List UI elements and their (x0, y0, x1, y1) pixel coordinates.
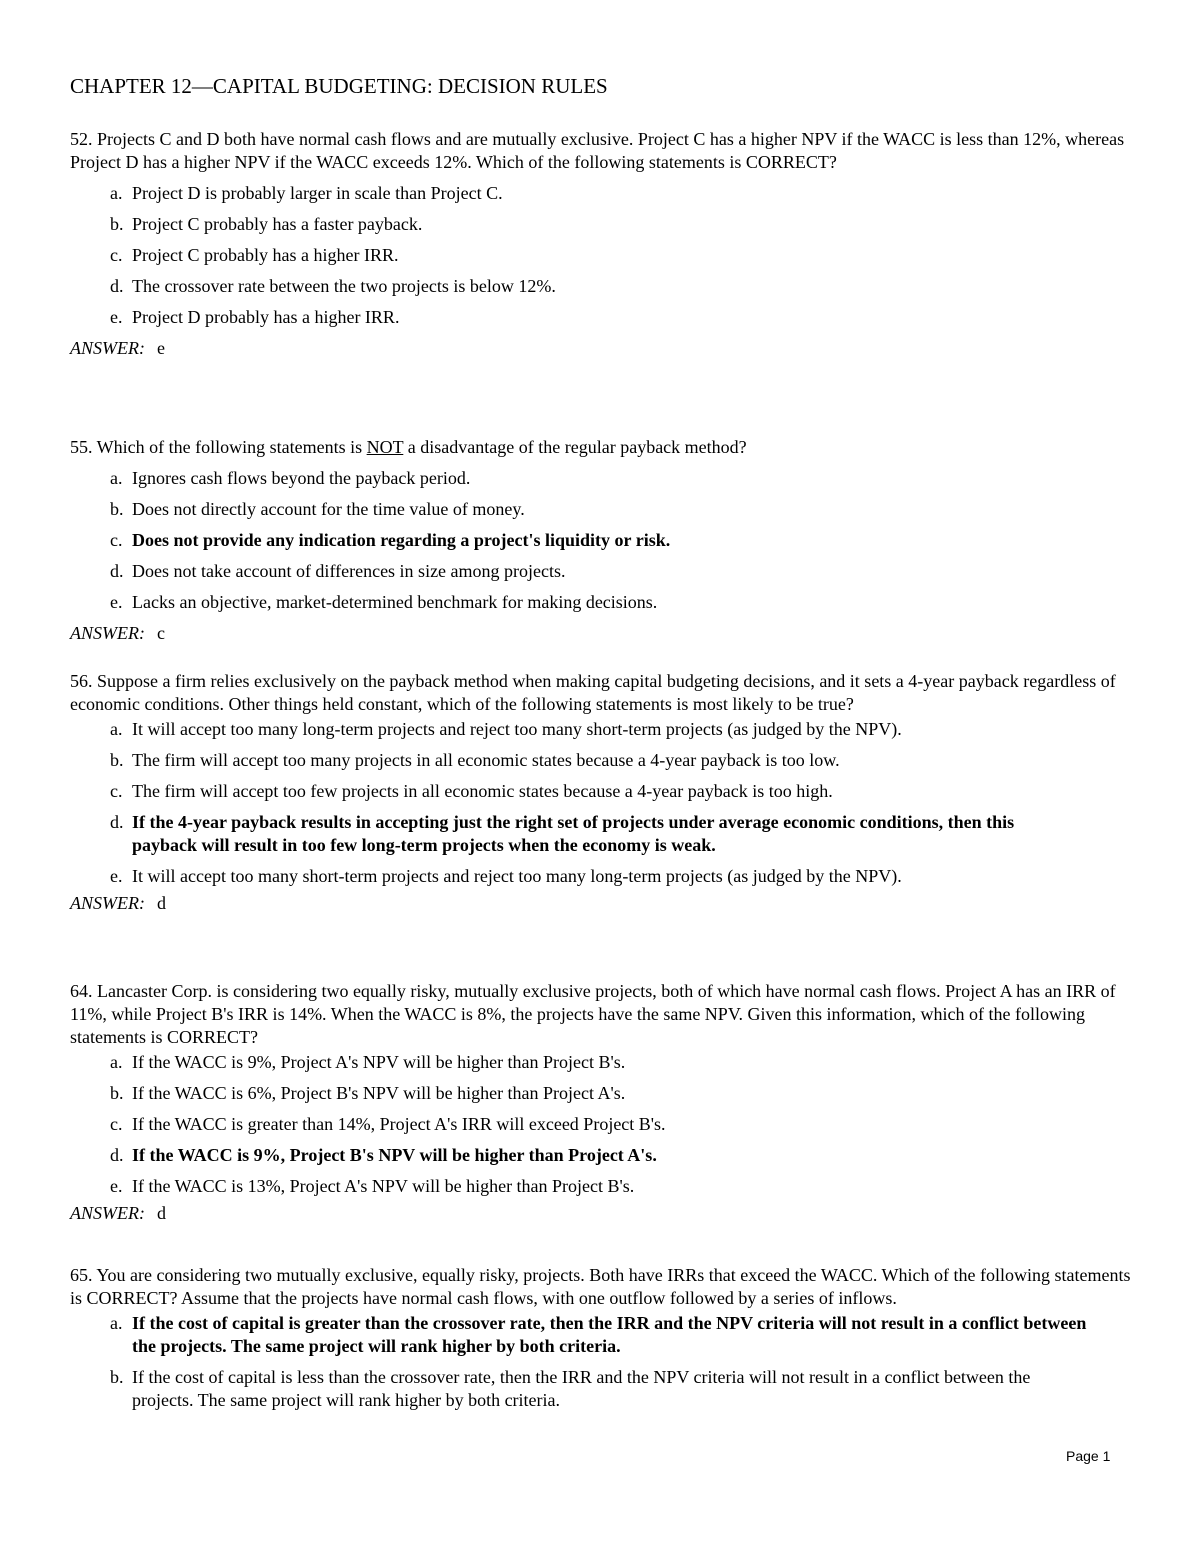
option-letter: b. (110, 499, 124, 519)
option-text: The firm will accept too many projects in all economic states because a 4-year payback is too low. (132, 750, 840, 770)
answer-value: d (156, 1203, 166, 1223)
option-e (70, 1175, 1135, 1198)
option-e (70, 306, 1135, 329)
question-stem: 65. You are considering two mutually exclusive, equally risky, projects. Both have IRRs that exceed the WACC. Which of the following statements is CORRECT? Assume that the projects have normal cash flows, with one outflow followed by a series of inflows. (70, 1265, 1131, 1308)
option-text: Does not take account of differences in size among projects. (132, 561, 566, 581)
option-text-correct: If the WACC is 9%, Project B's NPV will be higher than Project A's. (132, 1145, 657, 1165)
option-c (70, 529, 1135, 552)
option-a (70, 182, 1135, 205)
option-c (70, 244, 1135, 267)
option-text: If the WACC is 9%, Project A's NPV will be higher than Project B's. (132, 1052, 626, 1072)
option-c (70, 780, 1135, 803)
stem-text: a disadvantage of the regular payback method? (403, 437, 747, 457)
option-text: Project D is probably larger in scale than Project C. (132, 183, 503, 203)
question-stem (70, 436, 1135, 459)
option-a (70, 1051, 1135, 1074)
option-e (70, 591, 1135, 614)
answer-line (70, 622, 1135, 645)
question-64 (70, 980, 1135, 1225)
option-letter: b. (110, 1367, 124, 1387)
answer-label: ANSWER: (70, 893, 145, 913)
option-letter: a. (110, 1313, 123, 1333)
option-text: If the WACC is greater than 14%, Project A's IRR will exceed Project B's. (132, 1114, 666, 1134)
option-b (70, 749, 1135, 772)
question-65 (70, 1264, 1135, 1412)
option-c (70, 1113, 1135, 1136)
option-e (70, 865, 1135, 888)
option-text: Lacks an objective, market-determined benchmark for making decisions. (132, 592, 658, 612)
option-letter: d. (110, 276, 124, 296)
option-letter: e. (110, 1176, 123, 1196)
option-text: The crossover rate between the two projects is below 12%. (132, 276, 556, 296)
answer-label: ANSWER: (70, 623, 145, 643)
question-55 (70, 436, 1135, 645)
option-b (70, 213, 1135, 236)
option-letter: e. (110, 307, 123, 327)
answer-line (70, 1202, 1135, 1225)
option-d (70, 811, 1135, 857)
option-b (70, 1082, 1135, 1105)
option-text: Does not directly account for the time value of money. (132, 499, 525, 519)
option-text-correct: Does not provide any indication regarding a project's liquidity or risk. (132, 530, 671, 550)
option-text-correct: If the cost of capital is greater than the crossover rate, then the IRR and the NPV criteria will not result in a conflict between the projects. The same project will rank higher by both criteria. (132, 1313, 1087, 1356)
option-text: It will accept too many short-term projects and reject too many long-term projects (as judged by the NPV). (132, 866, 902, 886)
option-letter: c. (110, 530, 123, 550)
option-d (70, 560, 1135, 583)
option-letter: e. (110, 592, 123, 612)
stem-emphasis: NOT (366, 437, 404, 457)
answer-value: c (156, 623, 165, 643)
option-b (70, 1366, 1135, 1412)
option-letter: e. (110, 866, 123, 886)
answer-value: d (156, 893, 166, 913)
question-stem: 64. Lancaster Corp. is considering two equally risky, mutually exclusive projects, both of which have normal cash flows. Project A has an IRR of 11%, while Project B's IRR is 14%. When the WACC is 8%, the projects have the same NPV. Given this information, which of the following statements is CORRECT? (70, 981, 1116, 1047)
option-letter: c. (110, 781, 123, 801)
option-text: Ignores cash flows beyond the payback period. (132, 468, 471, 488)
option-a (70, 718, 1135, 741)
option-text: The firm will accept too few projects in all economic states because a 4-year payback is too high. (132, 781, 833, 801)
question-stem: 52. Projects C and D both have normal cash flows and are mutually exclusive. Project C has a higher NPV if the WACC is less than 12%, whereas Project D has a higher NPV if the WACC exceeds 12%. Which of the following statements is CORRECT? (70, 129, 1125, 172)
option-text: If the cost of capital is less than the crossover rate, then the IRR and the NPV criteria will not result in a conflict between the projects. The same project will rank higher by both criteria. (132, 1367, 1031, 1410)
option-letter: a. (110, 719, 123, 739)
option-a (70, 1312, 1135, 1358)
answer-label: ANSWER: (70, 338, 145, 358)
question-52 (70, 128, 1135, 360)
option-text: Project D probably has a higher IRR. (132, 307, 400, 327)
question-stem: 56. Suppose a firm relies exclusively on the payback method when making capital budgeting decisions, and it sets a 4-year payback regardless of economic conditions. Other things held constant, which of the following statements is most likely to be true? (70, 671, 1116, 714)
page-number: Page 1 (1066, 1448, 1111, 1464)
option-text: Project C probably has a higher IRR. (132, 245, 399, 265)
stem-text: 55. Which of the following statements is (70, 437, 367, 457)
chapter-title: CHAPTER 12—CAPITAL BUDGETING: DECISION RULES (70, 74, 608, 98)
option-letter: a. (110, 1052, 123, 1072)
question-56 (70, 670, 1135, 915)
option-letter: c. (110, 1114, 123, 1134)
option-d (70, 275, 1135, 298)
answer-label: ANSWER: (70, 1203, 145, 1223)
option-text: If the WACC is 13%, Project A's NPV will be higher than Project B's. (132, 1176, 635, 1196)
answer-line (70, 337, 1135, 360)
option-letter: b. (110, 750, 124, 770)
option-text: It will accept too many long-term projects and reject too many short-term projects (as judged by the NPV). (132, 719, 902, 739)
option-letter: b. (110, 1083, 124, 1103)
option-letter: b. (110, 214, 124, 234)
option-letter: d. (110, 1145, 124, 1165)
option-b (70, 498, 1135, 521)
answer-value: e (156, 338, 165, 358)
option-text: Project C probably has a faster payback. (132, 214, 423, 234)
option-letter: c. (110, 245, 123, 265)
option-letter: d. (110, 561, 124, 581)
option-d (70, 1144, 1135, 1167)
option-letter: d. (110, 812, 124, 832)
option-text: If the WACC is 6%, Project B's NPV will be higher than Project A's. (132, 1083, 626, 1103)
option-text-correct: If the 4-year payback results in accepting just the right set of projects under average economic conditions, then this payback will result in too few long-term projects when the economy is weak. (132, 812, 1015, 855)
option-a (70, 467, 1135, 490)
option-letter: a. (110, 468, 123, 488)
option-letter: a. (110, 183, 123, 203)
answer-line (70, 892, 1135, 915)
